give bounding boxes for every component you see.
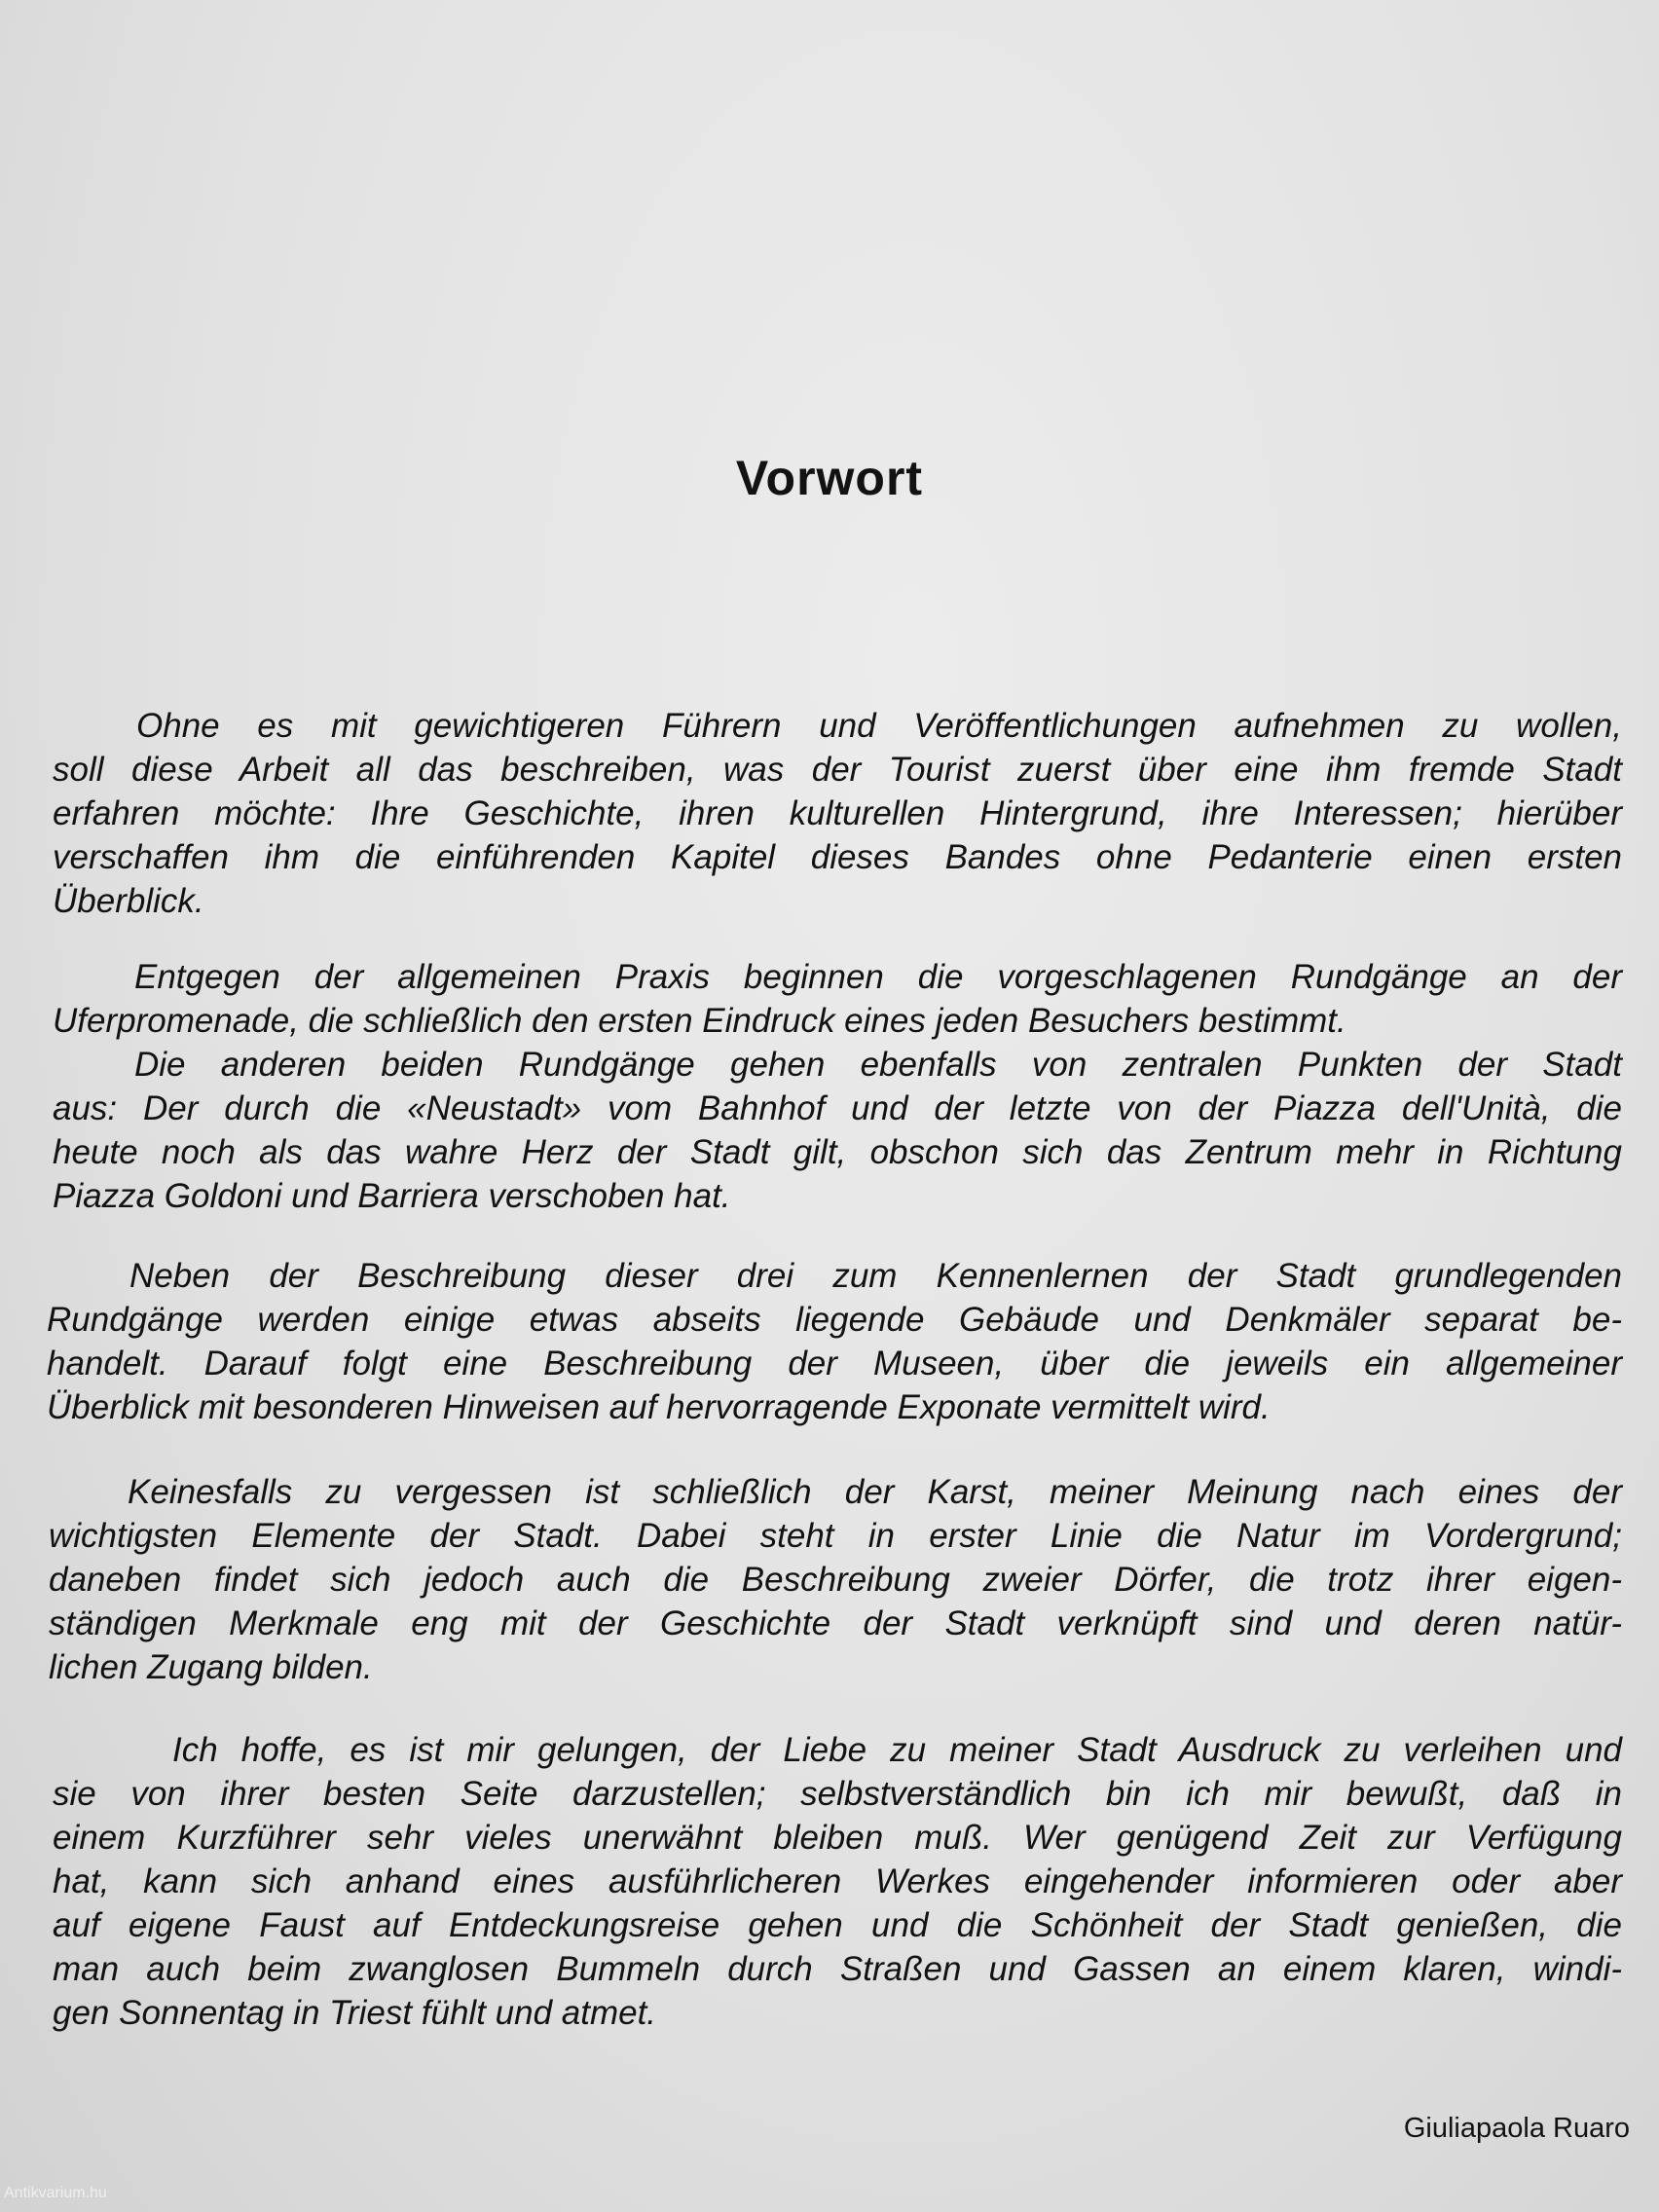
page-title: Vorwort: [735, 451, 924, 505]
text-line: soll diese Arbeit all das beschreiben, was der Tourist zuerst über eine ihm fremde Stadt: [53, 751, 1622, 789]
text-line: ständigen Merkmale eng mit der Geschichte der Stadt verknüpft sind und deren natür-: [49, 1604, 1622, 1642]
text-line: hat, kann sich anhand eines ausführlicheren Werkes eingehender informieren oder aber: [53, 1862, 1622, 1900]
paragraph-2: [53, 955, 1622, 1043]
paragraph-1: [53, 704, 1622, 923]
paragraph-6: [53, 1728, 1622, 2035]
text-line: Die anderen beiden Rundgänge gehen ebenfalls von zentralen Punkten der Stadt: [134, 1046, 1622, 1084]
text-line: Piazza Goldoni und Barriera verschoben hat.: [53, 1177, 731, 1215]
text-line: gen Sonnentag in Triest fühlt und atmet.: [53, 1994, 657, 2032]
text-line: Uferpromenade, die schließlich den ersten Eindruck eines jeden Besuchers bestimmt.: [53, 1002, 1346, 1040]
paragraph-3: [53, 1043, 1622, 1218]
text-line: wichtigsten Elemente der Stadt. Dabei steht in erster Linie die Natur im Vordergrund;: [49, 1517, 1622, 1555]
text-line: Ich hoffe, es ist mir gelungen, der Liebe zu meiner Stadt Ausdruck zu verleihen und: [172, 1731, 1622, 1769]
paragraph-5: [49, 1470, 1622, 1689]
text-line: verschaffen ihm die einführenden Kapitel dieses Bandes ohne Pedanterie einen ersten: [53, 838, 1622, 876]
text-line: Keinesfalls zu vergessen ist schließlich der Karst, meiner Meinung nach eines der: [128, 1473, 1622, 1511]
text-line: Entgegen der allgemeinen Praxis beginnen die vorgeschlagenen Rundgänge an der: [134, 958, 1622, 996]
text-line: erfahren möchte: Ihre Geschichte, ihren kulturellen Hintergrund, ihre Interessen; hierüber: [53, 794, 1622, 832]
text-line: handelt. Darauf folgt eine Beschreibung der Museen, über die jeweils ein allgemeiner: [47, 1345, 1622, 1382]
text-line: aus: Der durch die «Neustadt» vom Bahnhof und der letzte von der Piazza dell'Unità, die: [53, 1089, 1622, 1127]
text-line: man auch beim zwanglosen Bummeln durch Straßen und Gassen an einem klaren, windi-: [53, 1950, 1622, 1988]
text-line: auf eigene Faust auf Entdeckungsreise gehen und die Schönheit der Stadt genießen, die: [53, 1906, 1622, 1944]
text-line: daneben findet sich jedoch auch die Beschreibung zweier Dörfer, die trotz ihrer eigen-: [49, 1561, 1622, 1599]
text-line: sie von ihrer besten Seite darzustellen; selbstverständlich bin ich mir bewußt, daß in: [53, 1775, 1622, 1813]
text-line: Überblick mit besonderen Hinweisen auf hervorragende Exponate vermittelt wird.: [47, 1388, 1271, 1426]
text-line: lichen Zugang bilden.: [49, 1648, 373, 1686]
text-line: heute noch als das wahre Herz der Stadt gilt, obschon sich das Zentrum mehr in Richtung: [53, 1133, 1622, 1171]
text-line: Rundgänge werden einige etwas abseits liegende Gebäude und Denkmäler separat be-: [47, 1301, 1622, 1339]
text-line: Neben der Beschreibung dieser drei zum Kennenlernen der Stadt grundlegenden: [129, 1257, 1622, 1295]
text-line: Ohne es mit gewichtigeren Führern und Veröffentlichungen aufnehmen zu wollen,: [136, 707, 1622, 745]
paragraph-4: [47, 1254, 1622, 1429]
author-signature: Giuliapaola Ruaro: [1403, 2113, 1630, 2144]
watermark: Antikvarium.hu: [4, 2185, 107, 2201]
text-line: einem Kurzführer sehr vieles unerwähnt bleiben muß. Wer genügend Zeit zur Verfügung: [53, 1819, 1622, 1857]
text-line: Überblick.: [53, 882, 204, 920]
